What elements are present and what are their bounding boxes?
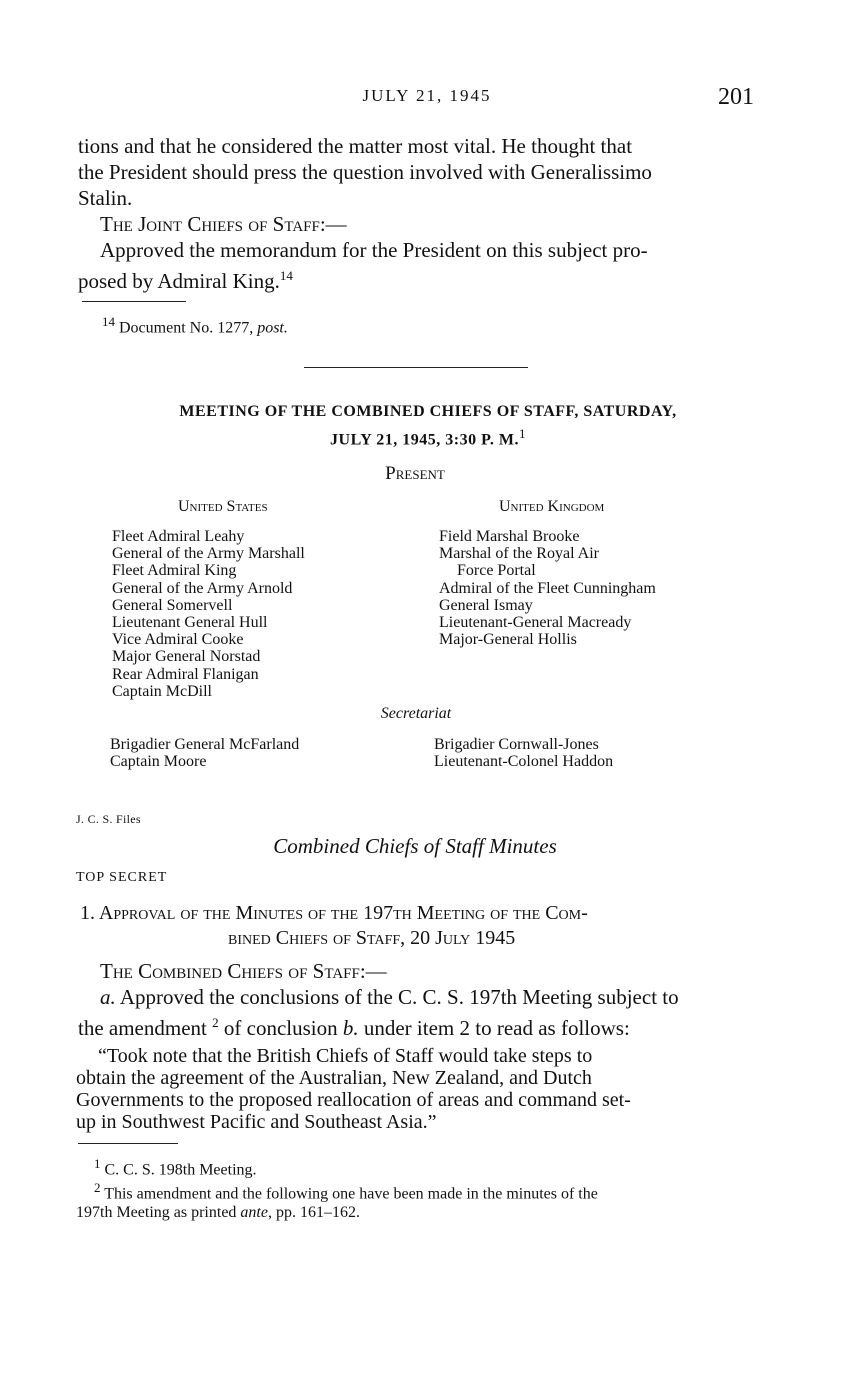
conclusion-line-1 [78, 984, 778, 1010]
footnote-ref-14: 14 [279, 268, 293, 283]
conclusion-line-2 [78, 1010, 778, 1041]
footnote-2-ante: ante [240, 1203, 268, 1221]
footnote-14-text: Document No. 1277, [119, 319, 258, 337]
list-item: Rear Admiral Flanigan [112, 665, 259, 683]
quote-line-1: “Took note that the British Chiefs of Staff would take steps to [98, 1045, 593, 1067]
list-item: Lieutenant-Colonel Haddon [434, 753, 614, 771]
list-item: General Ismay [439, 596, 533, 614]
list-item: Fleet Admiral King [112, 562, 237, 580]
list-item: Force Portal [457, 562, 536, 580]
quote-line-3: Governments to the proposed reallocation of areas and command set- [76, 1089, 631, 1111]
footnote-ref-2: 2 [212, 1015, 219, 1030]
section-divider [304, 367, 528, 368]
intro-line-3: Stalin. [78, 186, 133, 210]
item-1-line-2: bined Chiefs of Staff, 20 July 1945 [228, 927, 516, 949]
conclusion-b-marker: b. [342, 1016, 359, 1040]
footnote-2-text-1: This amendment and the following one have been made in the minutes of the [100, 1185, 598, 1203]
meeting-heading [78, 401, 778, 451]
quoted-conclusion [76, 1045, 778, 1133]
footnote-14 [102, 313, 288, 337]
footnote-14-post: post. [257, 319, 288, 337]
ccs-label: The Combined Chiefs of Staff:— [100, 959, 387, 983]
footnotes [76, 1155, 778, 1222]
item-a-marker: a. [100, 985, 116, 1009]
conclusion-paragraph [78, 958, 778, 1041]
meeting-date: JULY 21, 1945, 3:30 P. M. [330, 431, 519, 449]
united-kingdom-heading: United Kingdom [499, 498, 605, 515]
footnote-ref-1: 1 [518, 426, 526, 441]
source-label: J. C. S. Files [76, 812, 141, 826]
conclusion-post: under item 2 to read as follows: [358, 1016, 630, 1040]
jcs-label: The Joint Chiefs of Staff:— [100, 212, 347, 236]
secretariat-us-list [110, 736, 299, 770]
list-item: Marshal of the Royal Air [439, 545, 599, 563]
intro-line-2: the President should press the question involved with Generalissimo [78, 160, 652, 184]
present-label: Present [385, 463, 445, 484]
list-item: General of the Army Marshall [112, 545, 305, 563]
list-item: Fleet Admiral Leahy [112, 528, 245, 545]
item-1-heading [80, 901, 780, 951]
list-item: General of the Army Arnold [112, 579, 293, 597]
item-1-line-1: 1. Approval of the Minutes of the 197th Meeting of the Com- [80, 902, 588, 924]
footnote-2-text-2b: , pp. 161–162. [267, 1203, 360, 1221]
list-item: General Somervell [112, 596, 233, 614]
running-head: JULY 21, 1945 [362, 86, 492, 105]
footnote-2-text-2a: 197th Meeting as printed [76, 1203, 241, 1221]
meeting-heading-line-1: MEETING OF THE COMBINED CHIEFS OF STAFF, SATURDAY, [179, 403, 677, 420]
footnote-rule-bottom [78, 1143, 178, 1144]
conclusion-pre: the amendment [78, 1016, 213, 1040]
list-item: Vice Admiral Cooke [112, 631, 244, 649]
list-item: Lieutenant-General Macready [439, 614, 632, 632]
list-item: Field Marshal Brooke [439, 528, 580, 545]
footnote-2-cont [76, 1204, 778, 1222]
footnote-1-mark: 1 [94, 1156, 101, 1171]
intro-paragraph [78, 133, 778, 294]
united-states-list [112, 528, 305, 700]
list-item: Admiral of the Fleet Cunningham [439, 579, 656, 597]
conclusion-mid: of conclusion [218, 1016, 343, 1040]
meeting-heading-line-2 [78, 423, 778, 451]
list-item: Captain McDill [112, 682, 212, 700]
united-states-heading: United States [178, 498, 268, 515]
approved-line-1: Approved the memorandum for the President on this subject pro- [100, 238, 648, 262]
list-item: Lieutenant General Hull [112, 614, 268, 632]
list-item: Brigadier General McFarland [110, 736, 300, 753]
secretariat-uk-list [434, 736, 613, 770]
approved-line-2 [78, 263, 778, 294]
united-kingdom-list [439, 528, 656, 648]
list-item: Brigadier Cornwall-Jones [434, 736, 599, 753]
list-item: Captain Moore [110, 753, 207, 771]
document-title: Combined Chiefs of Staff Minutes [273, 834, 557, 858]
footnote-rule [82, 301, 186, 302]
list-item: Major-General Hollis [439, 631, 577, 649]
page-number: 201 [718, 84, 754, 110]
secretariat-label: Secretariat [380, 705, 452, 722]
conclusion-line-1-text: Approved the conclusions of the C. C. S. 197th Meeting subject to [115, 985, 679, 1009]
footnote-2 [76, 1179, 778, 1203]
approved-text: posed by Admiral King. [78, 269, 280, 293]
footnote-14-mark: 14 [102, 314, 115, 329]
footnote-2-mark: 2 [94, 1180, 101, 1196]
footnote-1 [76, 1155, 778, 1179]
intro-line-1: tions and that he considered the matter most vital. He thought that [78, 134, 633, 158]
list-item: Major General Norstad [112, 648, 261, 666]
footnote-1-text: C. C. S. 198th Meeting. [100, 1161, 257, 1179]
quote-line-4: up in Southwest Pacific and Southeast Asia.” [76, 1111, 437, 1133]
classification: TOP SECRET [76, 870, 168, 885]
quote-line-2: obtain the agreement of the Australian, New Zealand, and Dutch [76, 1067, 592, 1089]
